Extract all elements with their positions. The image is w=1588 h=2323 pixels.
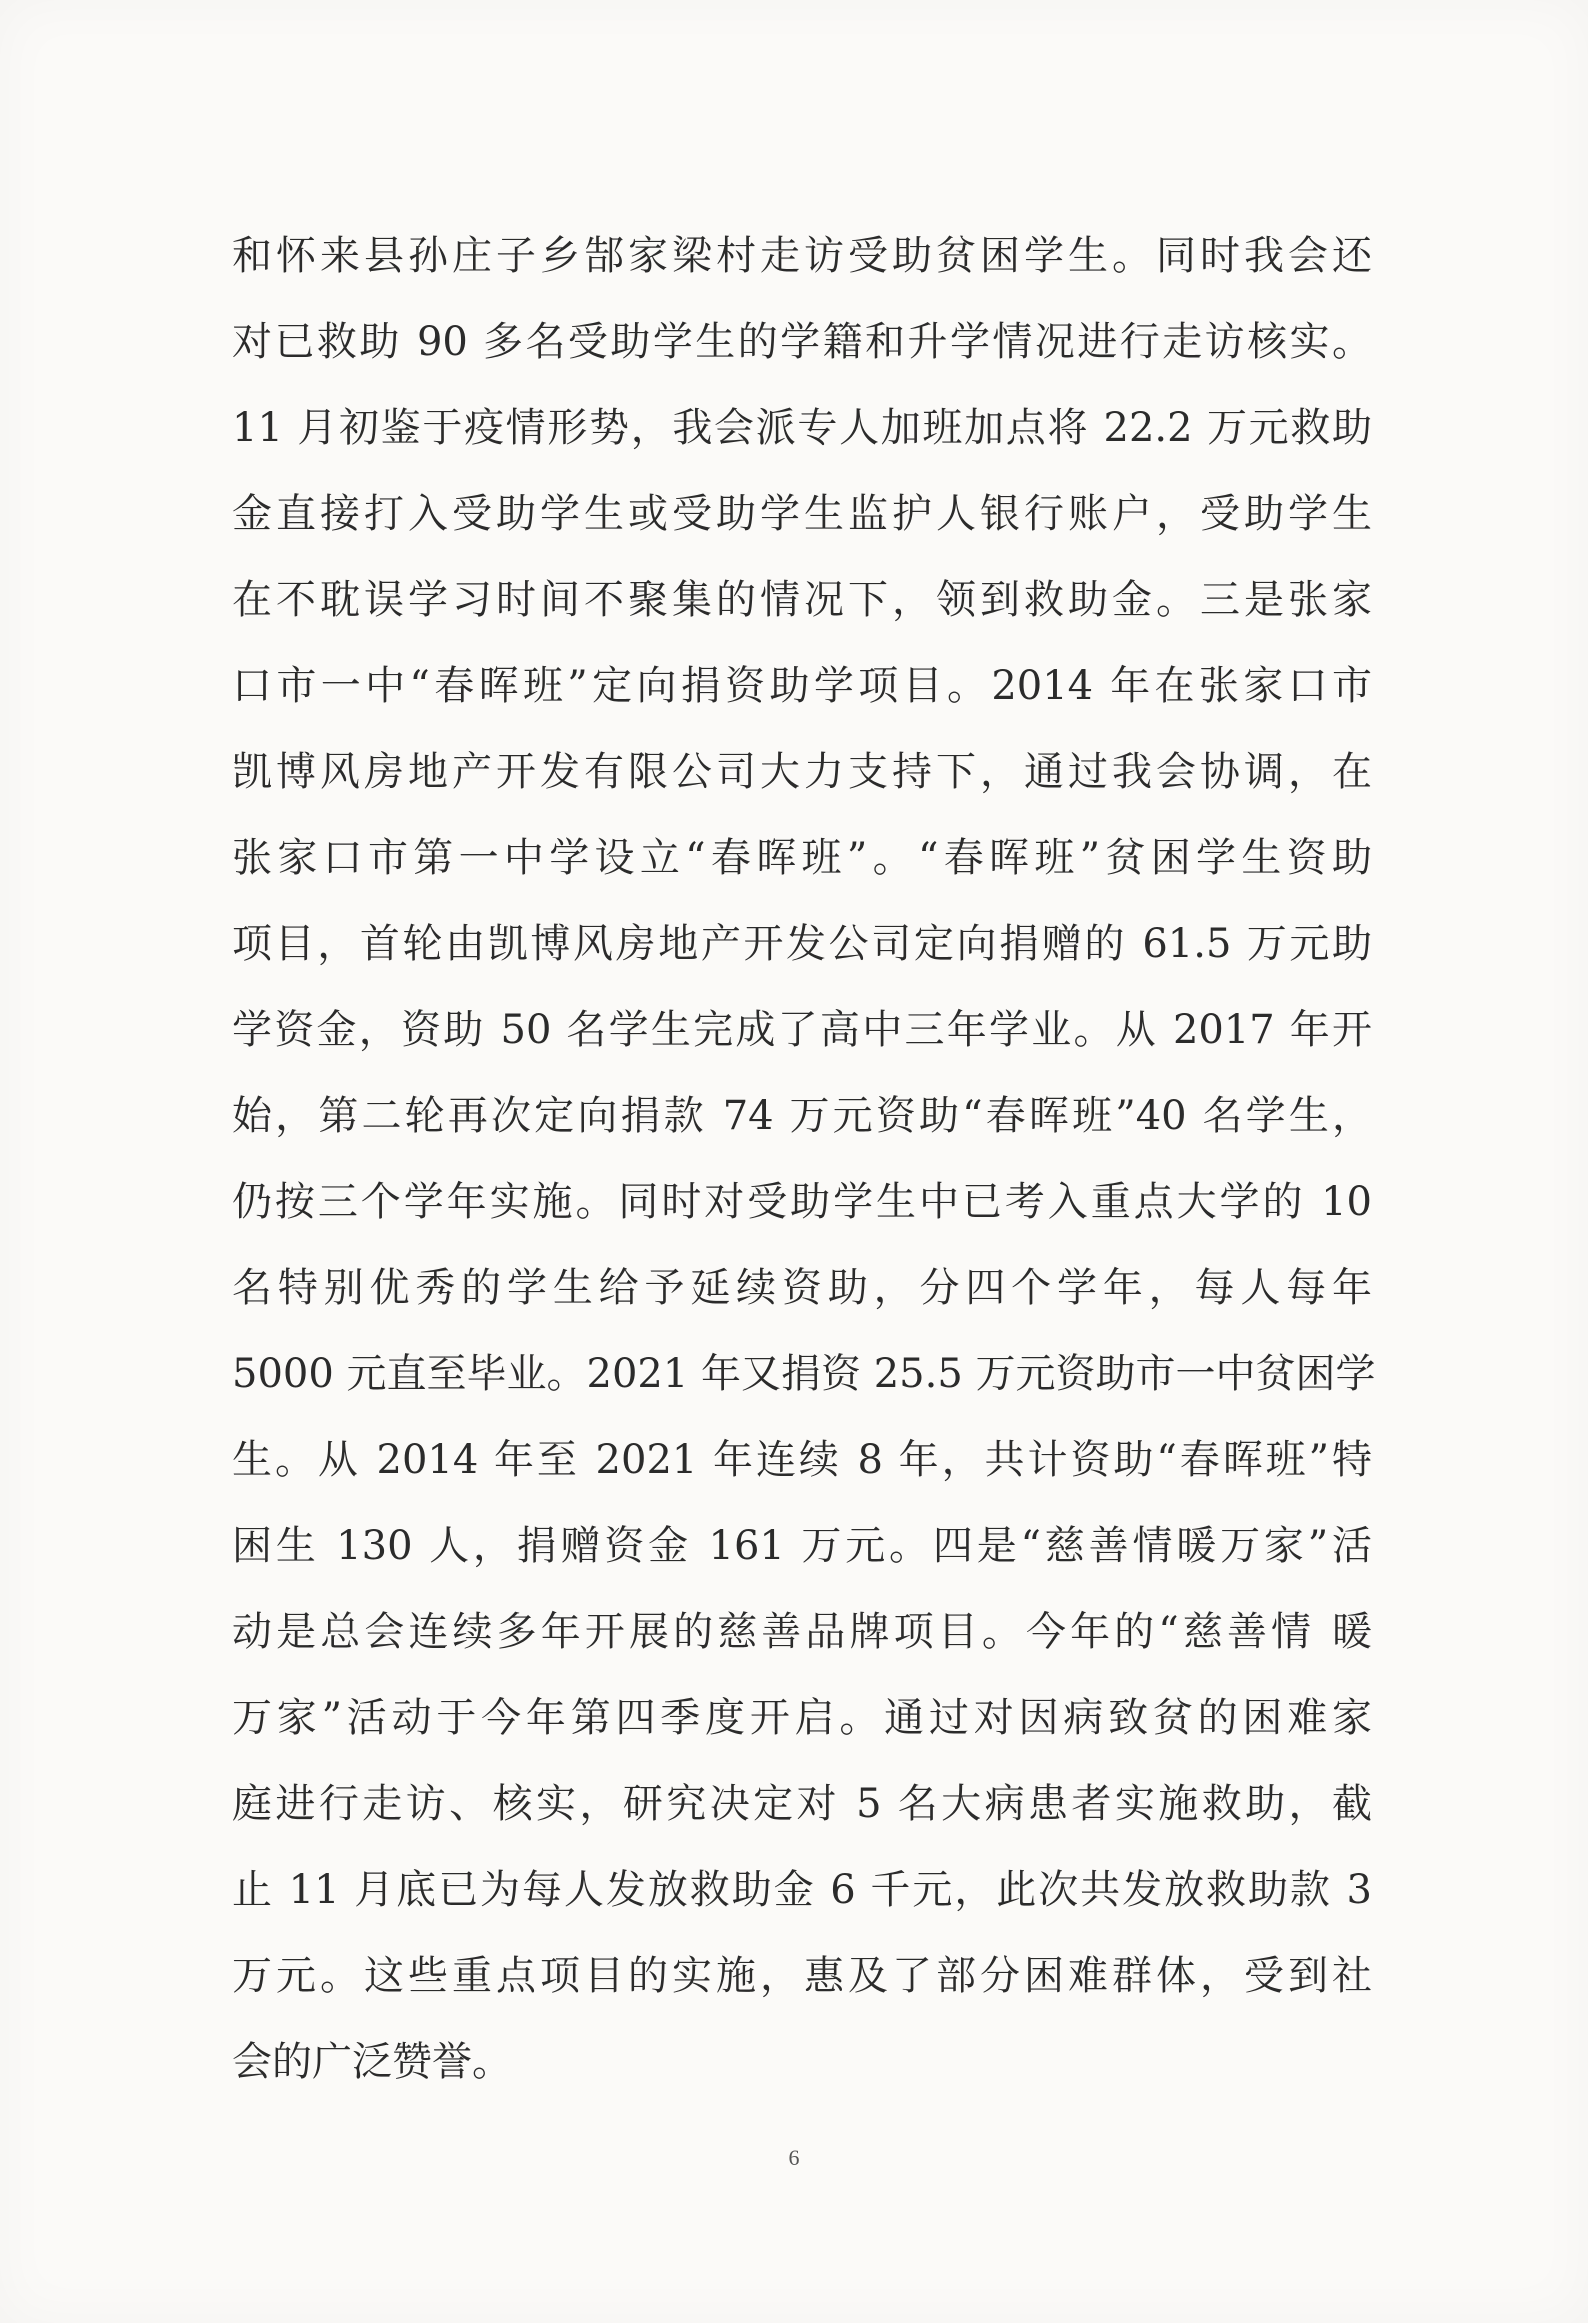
text-line: 5000 元直至毕业。2021 年又捐资 25.5 万元资助市一中贫困学 [232,1351,1376,1397]
body-paragraph [232,213,1376,2105]
text-line: 凯博风房地产开发有限公司大力支持下，通过我会协调，在 [232,749,1372,795]
text-line: 11 月初鉴于疫情形势，我会派专人加班加点将 22.2 万元救助 [232,405,1372,451]
text-line: 生。从 2014 年至 2021 年连续 8 年，共计资助“春晖班”特 [232,1437,1372,1483]
text-line: 名特别优秀的学生给予延续资助，分四个学年，每人每年 [232,1265,1372,1311]
text-line: 对已救助 90 多名受助学生的学籍和升学情况进行走访核实。 [232,319,1372,365]
text-line: 动是总会连续多年开展的慈善品牌项目。今年的“慈善情 暖 [232,1609,1372,1655]
text-line: 金直接打入受助学生或受助学生监护人银行账户，受助学生 [232,491,1372,537]
text-line: 万元。这些重点项目的实施，惠及了部分困难群体，受到社 [232,1953,1372,1999]
text-line: 口市一中“春晖班”定向捐资助学项目。2014 年在张家口市 [232,663,1372,709]
text-line: 困生 130 人，捐赠资金 161 万元。四是“慈善情暖万家”活 [232,1523,1372,1569]
text-line: 止 11 月底已为每人发放救助金 6 千元，此次共发放救助款 3 [232,1867,1372,1913]
text-line: 学资金，资助 50 名学生完成了高中三年学业。从 2017 年开 [232,1007,1372,1053]
text-line: 会的广泛赞誉。 [232,2039,512,2085]
text-line: 始，第二轮再次定向捐款 74 万元资助“春晖班”40 名学生， [232,1093,1372,1139]
text-line: 庭进行走访、核实，研究决定对 5 名大病患者实施救助，截 [232,1781,1372,1827]
page-number: 6 [788,2145,800,2170]
text-line: 和怀来县孙庄子乡郜家梁村走访受助贫困学生。同时我会还 [232,233,1372,279]
text-line: 项目，首轮由凯博风房地产开发公司定向捐赠的 61.5 万元助 [232,921,1372,967]
text-line: 在不耽误学习时间不聚集的情况下，领到救助金。三是张家 [232,577,1372,623]
text-line: 张家口市第一中学设立“春晖班”。“春晖班”贫困学生资助 [232,835,1372,881]
text-line: 万家”活动于今年第四季度开启。通过对因病致贫的困难家 [232,1695,1372,1741]
text-line: 仍按三个学年实施。同时对受助学生中已考入重点大学的 10 [232,1179,1372,1225]
